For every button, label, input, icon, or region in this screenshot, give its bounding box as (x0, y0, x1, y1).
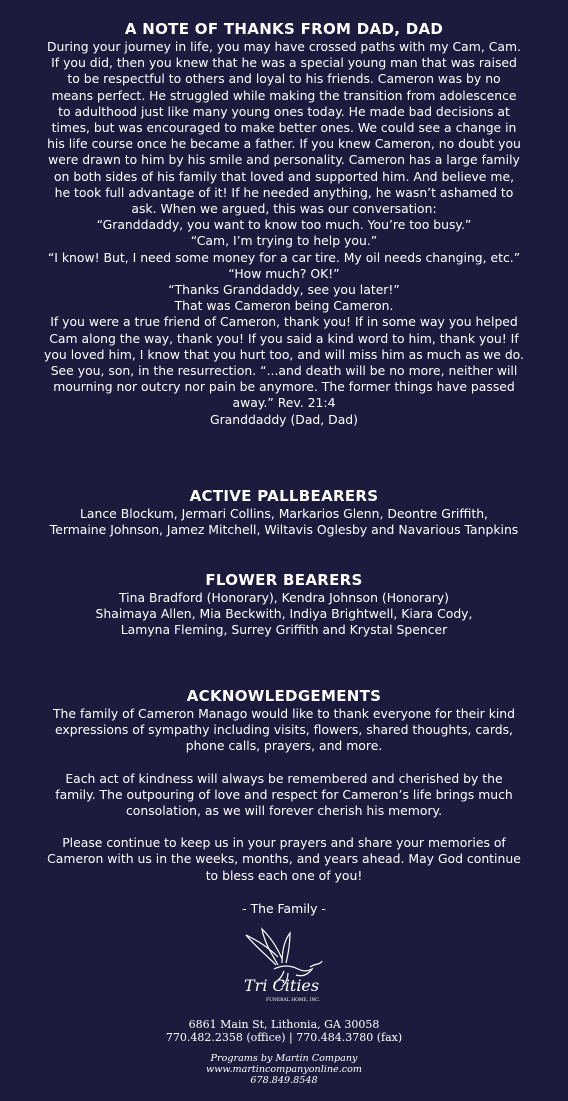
thanks-line: to be respectful to others and loyal to his friends. Cameron was by no (67, 71, 501, 87)
acknowledgements-paragraph-2 (0, 771, 568, 820)
flower-bearers-line: Tina Bradford (Honorary), Kendra Johnson (Honorary) (118, 590, 450, 605)
thanks-line: Cam along the way, thank you! If you said a kind word to him, thank you! If (49, 330, 519, 346)
street-address: 6861 Main St, Lithonia, GA 30058 (188, 1018, 380, 1031)
thanks-line: If you were a true friend of Cameron, thank you! If in some way you helped (50, 314, 518, 330)
thanks-line: away.” Rev. 21:4 (232, 395, 336, 411)
thanks-line: his life course once he became a father. If you knew Cameron, no doubt you (47, 136, 521, 152)
thanks-line: Granddaddy (Dad, Dad) (209, 411, 358, 427)
ack-line: Cameron with us in the weeks, months, and years ahead. May God continue (47, 851, 521, 867)
dove-icon (224, 925, 344, 1005)
ack-line: family. The outpouring of love and respect for Cameron’s life brings much (55, 786, 513, 802)
ack-line: consolation, as we will forever cherish his memory. (125, 803, 443, 819)
ack-line: Each act of kindness will always be remembered and cherished by the (65, 770, 503, 786)
thanks-line: you loved him, I know that you hurt too, and will miss him as much as we do. (44, 346, 524, 362)
flower-bearers-line: Lamyna Fleming, Surrey Griffith and Krystal Spencer (120, 622, 448, 638)
address-block (0, 1018, 568, 1044)
flower-bearers-line: Shaimaya Allen, Mia Beckwith, Indiya Brightwell, Kiara Cody, (95, 606, 473, 622)
flower-bearers-title: FLOWER BEARERS (205, 571, 363, 589)
family-signature: - The Family - (242, 900, 326, 916)
pallbearers-names (0, 506, 568, 538)
thanks-line: on both sides of his family that loved and supported him. And believe me, (53, 168, 515, 184)
ack-line: Please continue to keep us in your prayers and share your memories of (62, 835, 506, 851)
acknowledgements-paragraph-1 (0, 706, 568, 755)
ack-line: expressions of sympathy including visits, flowers, shared thoughts, cards, (55, 722, 513, 738)
thanks-line: During your journey in life, you may have crossed paths with my Cam, Cam. (47, 39, 521, 54)
thanks-line: he took full advantage of it! If he needed anything, he wasn’t ashamed to (54, 184, 514, 200)
logo-name: Tri Cities (244, 976, 320, 995)
thanks-section (0, 20, 568, 428)
thanks-line: See you, son, in the resurrection. “...and death will be no more, neither will (50, 363, 518, 379)
thanks-line: If you did, then you knew that he was a special young man that was raised (51, 55, 517, 71)
credits-block (0, 1053, 568, 1087)
logo-subtitle: FUNERAL HOME, INC. (266, 998, 320, 1003)
thanks-line: mourning nor outcry nor pain be anymore. The former things have passed (53, 379, 515, 395)
thanks-line: to adulthood just like many young ones today. He made bad decisions at (58, 103, 510, 119)
ack-line: phone calls, prayers, and more. (185, 738, 383, 754)
acknowledgements-paragraph-3 (0, 835, 568, 884)
flower-bearers-section (0, 571, 568, 639)
acknowledgements-section (0, 687, 568, 916)
thanks-line: “How much? OK!” (228, 265, 340, 281)
pallbearers-line: Lance Blockum, Jermari Collins, Markarios Glenn, Deontre Griffith, (80, 506, 488, 521)
credits-phone: 678.849.8548 (250, 1075, 318, 1087)
funeral-home-logo (224, 925, 344, 1005)
thanks-line: times, but was encouraged to make better ones. We could see a change in (51, 120, 517, 136)
thanks-title: A NOTE OF THANKS FROM DAD, DAD (124, 20, 444, 38)
thanks-body (0, 39, 568, 428)
pallbearers-line: Termaine Johnson, Jamez Mitchell, Wiltavis Oglesby and Navarious Tanpkins (49, 522, 519, 538)
ack-line: The family of Cameron Manago would like to thank everyone for their kind (52, 706, 516, 721)
thanks-line: “Thanks Granddaddy, see you later!” (168, 282, 400, 298)
thanks-line: That was Cameron being Cameron. (174, 298, 394, 314)
ack-line: to bless each one of you! (205, 867, 363, 883)
thanks-line: were drawn to him by his smile and personality. Cameron has a large family (48, 152, 520, 168)
acknowledgements-title: ACKNOWLEDGEMENTS (186, 687, 382, 705)
thanks-line: “Cam, I’m trying to help you.” (190, 233, 378, 249)
thanks-line: “Granddaddy, you want to know too much. You’re too busy.” (96, 217, 472, 233)
credits-company: Programs by Martin Company (210, 1053, 358, 1064)
thanks-line: “I know! But, I need some money for a car tire. My oil needs changing, etc.” (47, 249, 521, 265)
thanks-line: ask. When we argued, this was our conversation: (131, 201, 437, 217)
phone-numbers: 770.482.2358 (office) | 770.484.3780 (fax) (165, 1031, 403, 1044)
pallbearers-section (0, 487, 568, 538)
thanks-line: means perfect. He struggled while making the transition from adolescence (51, 87, 517, 103)
pallbearers-title: ACTIVE PALLBEARERS (189, 487, 379, 505)
flower-bearers-names (0, 590, 568, 639)
credits-website: www.martincompanyonline.com (205, 1064, 362, 1076)
